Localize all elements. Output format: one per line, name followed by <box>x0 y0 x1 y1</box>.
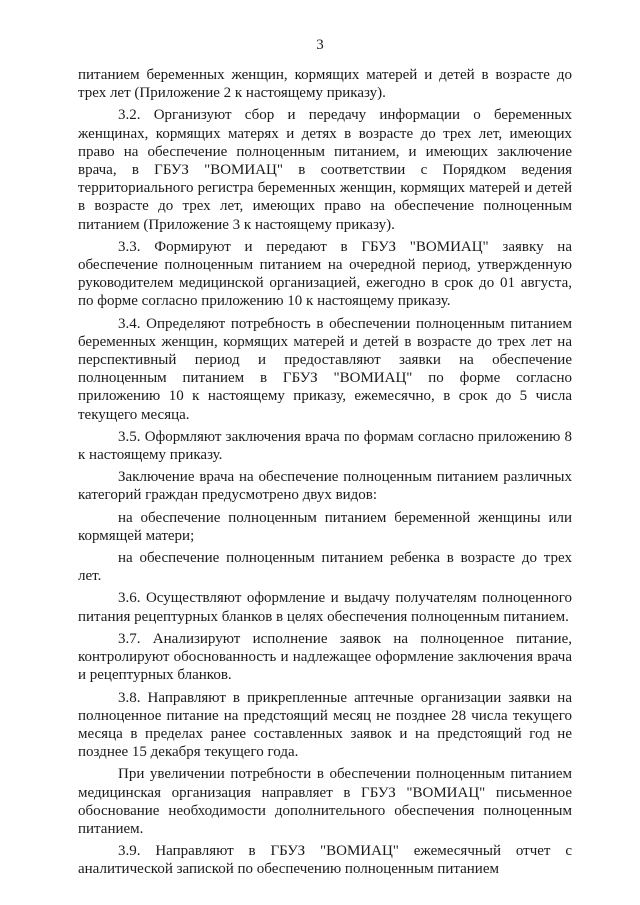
paragraph-increase-need: При увеличении потребности в обеспечении полноценным питанием медицинская организация направляет в ГБУЗ "ВОМИАЦ" письменное обоснование необходимости дополнительного обеспечения полноценным питанием. <box>78 766 572 837</box>
paragraph-type-child: на обеспечение полноценным питанием ребенка в возрасте до трех лет. <box>78 550 572 585</box>
paragraph-3-2: 3.2. Организуют сбор и передачу информации о беременных женщинах, кормящих матерях и детях в возрасте до трех лет, имеющих право на обеспечение полноценным питанием, и имеющих заключение врача, в ГБУЗ "ВОМИАЦ" в соответствии с Порядком ведения территориального регистра беременных женщин, кормящих матерей и детей в возрасте до трех лет, имеющих право на обеспечение полноценным питанием (Приложение 3 к настоящему приказу). <box>78 107 572 233</box>
paragraph-3-5: 3.5. Оформляют заключения врача по формам согласно приложению 8 к настоящему приказу. <box>78 428 572 464</box>
paragraph-type-pregnant: на обеспечение полноценным питанием беременной женщины или кормящей матери; <box>78 509 572 544</box>
paragraph-3-8: 3.8. Направляют в прикрепленные аптечные организации заявки на полноценное питание на предстоящий месяц не позднее 28 числа текущего месяца в пределах ранее составленных заявок и на предстоящий год не позднее 15 декабря текущего года. <box>78 689 572 761</box>
paragraph-conclusion-types: Заключение врача на обеспечение полноценным питанием различных категорий граждан предусмотрено двух видов: <box>78 469 572 504</box>
paragraph-continuation: питанием беременных женщин, кормящих матерей и детей в возрасте до трех лет (Приложение 2 к настоящему приказу). <box>78 67 572 102</box>
document-body <box>78 66 572 883</box>
paragraph-3-6: 3.6. Осуществляют оформление и выдачу получателям полноценного питания рецептурных бланков в целях обеспечения полноценным питанием. <box>78 590 572 625</box>
page-number: 3 <box>316 37 324 53</box>
paragraph-3-3: 3.3. Формируют и передают в ГБУЗ "ВОМИАЦ" заявку на обеспечение полноценным питанием на очередной период, утвержденную руководителем медицинской организацией, ежегодно в срок до 01 августа, по форме согласно приложению 10 к настоящему приказу. <box>78 238 572 310</box>
paragraph-3-9: 3.9. Направляют в ГБУЗ "ВОМИАЦ" ежемесячный отчет с аналитической запиской по обеспечению полноценным питанием <box>78 843 572 878</box>
paragraph-3-7: 3.7. Анализируют исполнение заявок на полноценное питание, контролируют обоснованность и надлежащее оформление заключения врача и рецептурных бланков. <box>78 630 572 684</box>
paragraph-3-4: 3.4. Определяют потребность в обеспечении полноценным питанием беременных женщин, кормящих матерей и детей в возрасте до трех лет на перспективный период и предоставляют заявки на обеспечение полноценным питанием в ГБУЗ "ВОМИАЦ" по форме согласно приложению 10 к настоящему приказу, ежемесячно, в срок до 5 числа текущего месяца. <box>78 315 572 423</box>
